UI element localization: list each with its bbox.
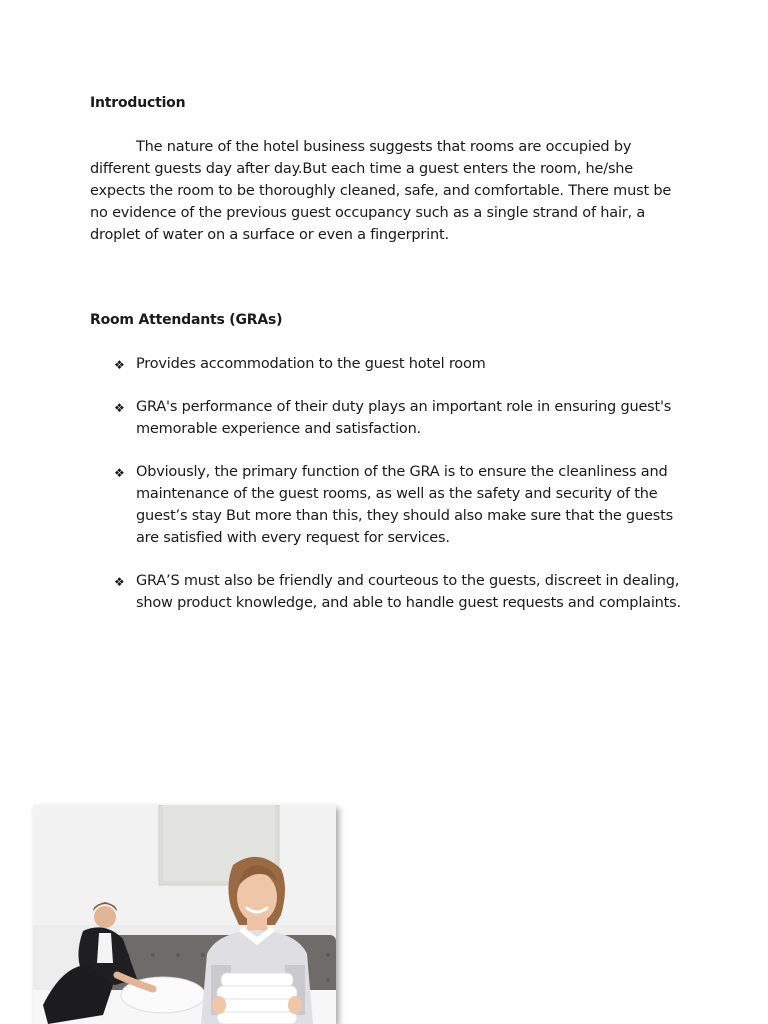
- bullet-text: Provides accommodation to the guest hotel room: [136, 356, 486, 372]
- introduction-paragraph: The nature of the hotel business suggests that rooms are occupied by different guests day after day.But each time a guest enters the room, he/she expects the room to be thoroughly cleaned, safe, and comfortable. There must be no evidence of the previous guest occupancy such as a single strand of hair, a droplet of water on a surface or even a fingerprint.: [90, 139, 672, 243]
- housekeeping-staff-photo: [33, 805, 336, 1024]
- diamond-bullet-icon: ❖: [114, 466, 125, 480]
- photo-illustration: [33, 805, 336, 1024]
- introduction-heading: Introduction: [90, 95, 186, 111]
- list-item: [90, 461, 690, 549]
- list-item: [90, 353, 690, 375]
- bullet-text: Obviously, the primary function of the GRA is to ensure the cleanliness and maintenance of the guest rooms, as well as the safety and security of the guest’s stay But more than this, they should also make sure that the guests are satisfied with every request for services.: [136, 464, 673, 546]
- list-item: [90, 396, 690, 440]
- room-attendants-heading: Room Attendants (GRAs): [90, 312, 283, 328]
- diamond-bullet-icon: ❖: [114, 401, 125, 415]
- bullet-text: GRA’S must also be friendly and courteous to the guests, discreet in dealing, show product knowledge, and able to handle guest requests and complaints.: [136, 573, 681, 611]
- list-item: [90, 570, 690, 614]
- diamond-bullet-icon: ❖: [114, 358, 125, 372]
- diamond-bullet-icon: ❖: [114, 575, 125, 589]
- bullet-text: GRA's performance of their duty plays an important role in ensuring guest's memorable experience and satisfaction.: [136, 399, 672, 437]
- room-attendants-bullet-list: [90, 353, 690, 635]
